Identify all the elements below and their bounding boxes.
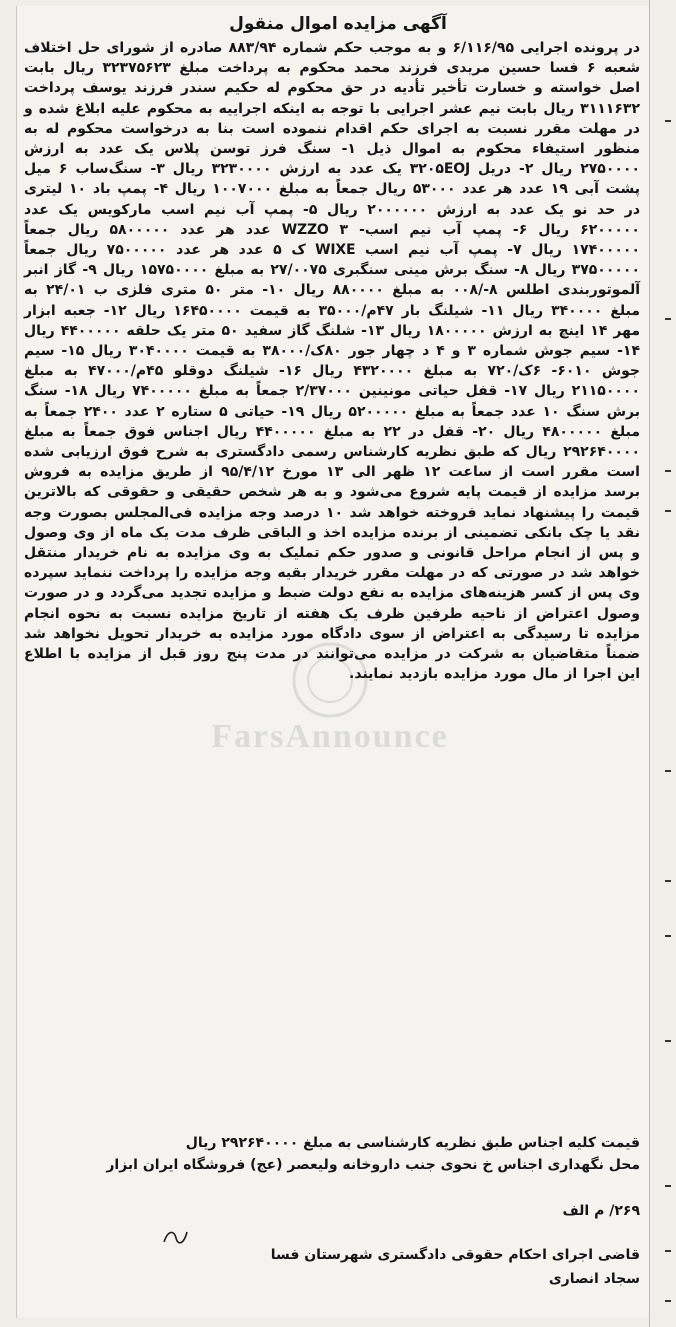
signer-name: سجاد انصاری [548,1271,640,1287]
adjacent-column-edge [649,0,676,1327]
reference-number: ۲۶۹/ م الف [562,1203,640,1219]
signer-title: قاضی اجرای احکام حقوقی دادگستری شهرستان فسا [270,1247,640,1263]
storage-location-line: محل نگهداری اجناس خ نحوی جنب داروخانه ولیعصر (عج) فروشگاه ایران ابزار [106,1157,640,1173]
total-price-line: قیمت کلیه اجناس طبق نظریه کارشناسی به مبلغ ۲۹۲۶۴۰۰۰۰ ریال [185,1135,640,1151]
notice-title: آگهی مزایده اموال منقول [229,14,447,34]
notice-body: در پرونده اجرایی ۶/۱۱۶/۹۵ و به موجب حکم شماره ۸۸۳/۹۴ صادره از شورای حل اختلاف شعبه ۶ فسا حسین مریدی فرزند محمد محکوم به پرداخت مبلغ ۳۲۳۷۵۶۲۳ ریال بابت اصل خواسته و خسارت تأخیر تأدیه در حق محکوم له حکیم سندر فرزند یوسف پرداخت ۳۱۱۱۶۳۲ ریال بابت نیم عشر اجرایی با توجه به اینکه اجراییه به محکوم علیه ابلاغ شده و در مهلت مقرر نسبت به اجرای حکم اقدام ننموده است بنا به درخواست محکوم له به منظور استیفاء محکوم به اموال ذیل ۱- سنگ فرز توسن پلاس یک عدد به ارزش ۲۷۵۰۰۰۰ ریال ۲- دریل ۳۲۰۵EOJ یک عدد به ارزش ۳۲۳۰۰۰۰ ریال ۳- سنگ‌ساب ۶ میل پشت آبی ۱۹ عدد هر عدد ۵۳۰۰۰ ریال جمعاً به مبلغ ۱۰۰۷۰۰۰ ریال ۴- پمپ باد ۱۰ لیتری در حد نو یک عدد به ارزش ۲۰۰۰۰۰۰ ریال ۵- پمپ آب نیم اسب مارکویس یک عدد ۶۲۰۰۰۰۰ ریال ۶- پمپ آب نیم اسب- WZZO ۳ عدد هر عدد ۵۸۰۰۰۰۰ ریال جمعاً ۱۷۴۰۰۰۰۰ ریال ۷- پمپ آب نیم اسب WIXE ک ۵ عدد هر عدد ۷۵۰۰۰۰۰ ریال جمعاً ۳۷۵۰۰۰۰۰ ریال ۸- سنگ برش مینی سنگبری ۲۷/۰۰۷۵ به مبلغ ۱۵۷۵۰۰۰۰ ریال ۹- گاز انبر آلموتوربندی اطلس ۸-/۰۰۸ به مبلغ ۸۸۰۰۰۰ ریال ۱۰- متر ۵۰ متری فلزی ب ۲۴/۰۱ به مبلغ ۳۴۰۰۰۰ ریال ۱۱- شیلنگ بار ۴۷م/۳۵۰۰۰ به قیمت ۱۶۴۵۰۰۰۰ ریال ۱۲- جعبه ابزار مهر ۱۴ اینچ به ارزش ۱۸۰۰۰۰۰ ریال ۱۳- شلنگ گاز سفید ۵۰ متر یک حلقه ۴۴۰۰۰۰۰ ریال ۱۴- سیم جوش شماره ۳ و ۴ د چهار جور ۸۰ک/۳۸۰۰۰ به قیمت ۳۰۴۰۰۰۰ ریال ۱۵- سیم جوش ۶۰۱۰- ۶ک/۷۲۰ به مبلغ ۴۳۲۰۰۰۰ ریال ۱۶- شیلنگ دوقلو ۴۵م/۴۷۰۰۰ به مبلغ ۲۱۱۵۰۰۰۰ ریال ۱۷- قفل حیاتی مونینین ۲/۳۷۰۰۰ جمعاً به مبلغ ۷۴۰۰۰۰۰ ریال ۱۸- سنگ برش سنگ ۱۰ عدد جمعاً به مبلغ ۵۲۰۰۰۰۰ ریال ۱۹- حیاتی ۵ ستاره ۲ عدد ۲۴۰۰ جمعاً به مبلغ ۴۸۰۰۰۰۰ ریال ۲۰- قفل در ۲۲ به مبلغ ۴۴۰۰۰۰۰ ریال اجناس فوق جمعاً به مبلغ ۲۹۲۶۴۰۰۰۰ ریال که طبق نظریه کارشناس رسمی دادگستری به شرح فوق ارزیابی شده است مقرر است از ساعت ۱۲ ظهر الی ۱۳ مورخ ۹۵/۴/۱۲ از طریق مزایده به فروش برسد مزایده از قیمت پایه شروع می‌شود و به هر شخص حقیقی و حقوقی که بالاترین قیمت را پیشنهاد نماید فروخته خواهد شد ۱۰ درصد وجه مزایده فی‌المجلس بصورت وجه نقد یا چک بانکی تضمینی از برنده مزایده اخذ و الباقی ظرف مدت یک ماه از وی وصول و پس از انجام مراحل قانونی و صدور حکم تملیک به وی مزایده به نام خریدار منتقل خواهد شد در صورتی که در مهلت مقرر خریدار بقیه وجه مزایده را پرداخت ننماید سپرده وی پس از کسر هزینه‌های مزایده به نفع دولت ضبط و مزایده تجدید می‌گردد و در صورت وصول اعتراض از ناحیه طرفین ظرف یک هفته از تاریخ مزایده نسبت به نحوه انجام مزایده تا رسیدگی به اعتراض از سوی دادگاه مورد مزایده به خریدار تحویل نخواهد شد ضمناً متقاضیان به شرکت در مزایده می‌توانند در مدت پنج روز قبل از مزایده با اطلاع این اجرا از مال مورد مزایده بازدید نمایند. [24,40,641,683]
edge-print-marks [652,0,674,1327]
